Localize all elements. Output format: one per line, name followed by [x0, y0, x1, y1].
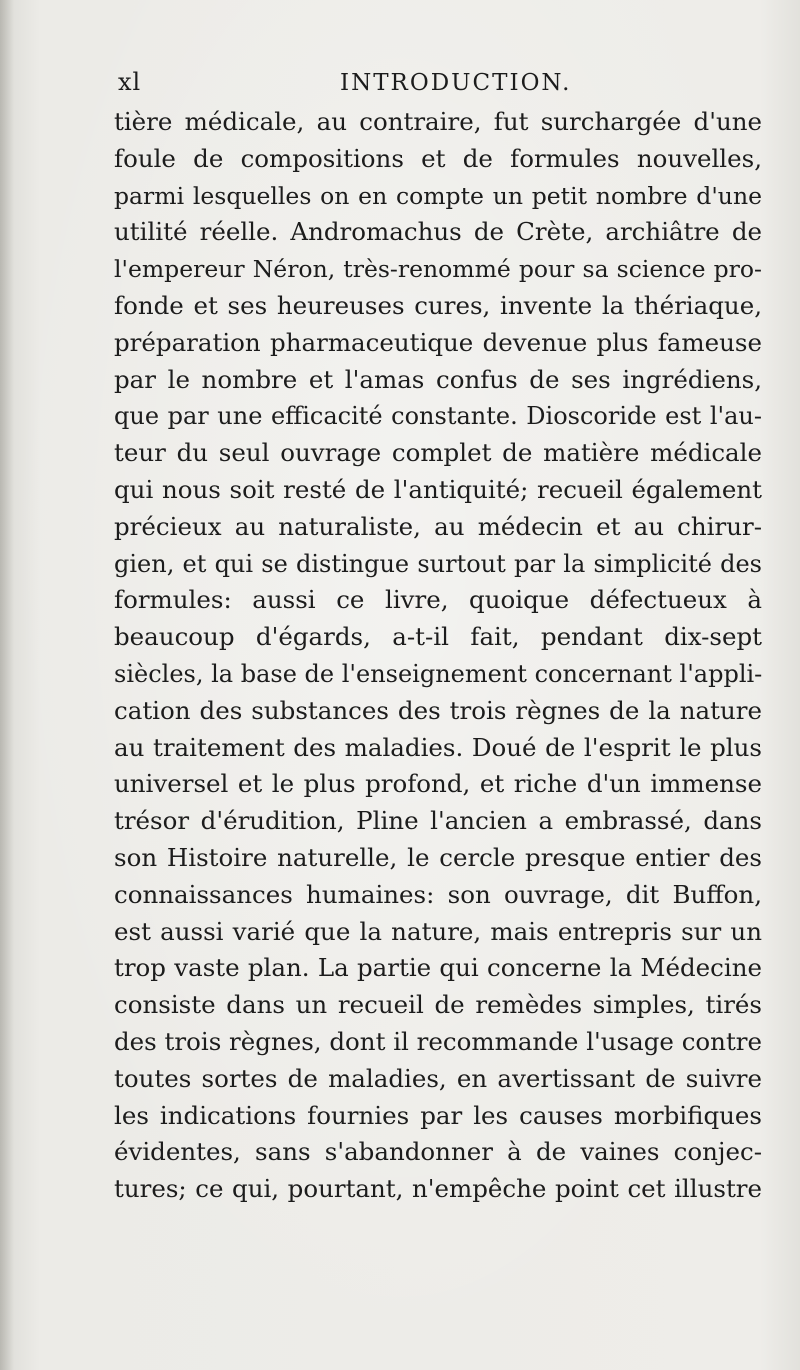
- text-line: connaissances humaines: son ouvrage, dit Buffon,: [114, 879, 762, 909]
- text-line: évidentes, sans s'abandonner à de vaines conjec-: [114, 1137, 762, 1167]
- text-line: gien, et qui se distingue surtout par la simplicité des: [114, 549, 762, 578]
- body-text: [114, 104, 762, 1208]
- text-line: cation des substances des trois règnes de la nature: [114, 695, 762, 725]
- text-line: tière médicale, au contraire, fut surchargée d'une: [114, 107, 762, 136]
- text-line: l'empereur Néron, très-renommé pour sa science pro-: [114, 255, 762, 284]
- text-line: les indications fournies par les causes morbifiques: [114, 1100, 762, 1130]
- text-line: précieux au naturaliste, au médecin et au chirur-: [114, 511, 762, 541]
- page-header: [110, 64, 760, 104]
- text-line: par le nombre et l'amas confus de ses ingrédiens,: [114, 364, 762, 394]
- text-line: trop vaste plan. La partie qui concerne la Médecine: [114, 953, 762, 983]
- text-line: trésor d'érudition, Pline l'ancien a embrassé, dans: [114, 806, 762, 836]
- gutter-shadow: [0, 0, 14, 1370]
- text-line: siècles, la base de l'enseignement concernant l'appli-: [114, 659, 763, 688]
- page-number: xl: [118, 68, 142, 96]
- text-line: est aussi varié que la nature, mais entrepris sur un: [114, 916, 762, 946]
- text-line: fonde et ses heureuses cures, invente la thériaque,: [114, 290, 762, 320]
- running-title: INTRODUCTION.: [340, 70, 572, 96]
- text-line: parmi lesquelles on en compte un petit nombre d'une: [114, 181, 762, 210]
- text-line: foule de compositions et de formules nouvelles,: [114, 143, 762, 173]
- text-line: utilité réelle. Andromachus de Crète, archiâtre de: [114, 217, 762, 247]
- text-line: que par une efficacité constante. Dioscoride est l'au-: [114, 402, 762, 431]
- text-line: tures; ce qui, pourtant, n'empêche point cet illustre: [114, 1174, 762, 1204]
- text-line: beaucoup d'égards, a-t-il fait, pendant dix-sept: [114, 622, 762, 652]
- text-line: toutes sortes de maladies, en avertissant de suivre: [114, 1063, 762, 1093]
- text-line: formules: aussi ce livre, quoique défectueux à: [114, 585, 762, 615]
- text-line: au traitement des maladies. Doué de l'esprit le plus: [114, 732, 762, 762]
- text-line: teur du seul ouvrage complet de matière médicale: [114, 438, 762, 468]
- text-line: universel et le plus profond, et riche d'un immense: [114, 769, 762, 799]
- text-line: des trois règnes, dont il recommande l'usage contre: [114, 1026, 762, 1056]
- text-line: qui nous soit resté de l'antiquité; recueil également: [114, 474, 762, 504]
- text-line: préparation pharmaceutique devenue plus fameuse: [114, 327, 762, 357]
- text-line: son Histoire naturelle, le cercle presque entier des: [114, 842, 762, 872]
- text-line: consiste dans un recueil de remèdes simples, tirés: [114, 990, 762, 1020]
